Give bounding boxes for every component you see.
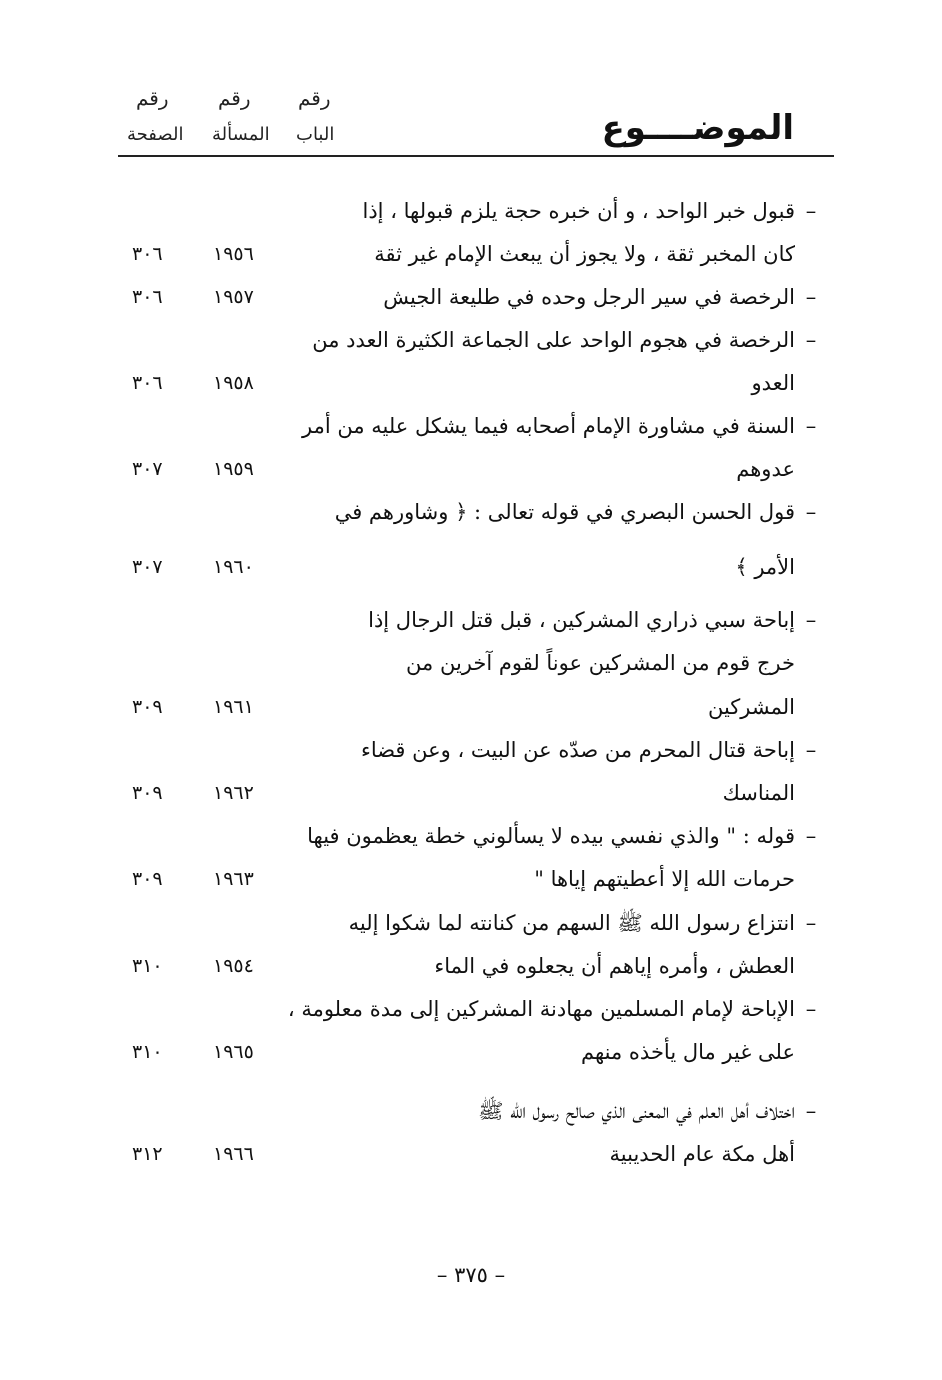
entry-dash: – xyxy=(805,199,817,223)
entry-page-number: ٣١٢ xyxy=(132,1143,163,1165)
entry-text-line: اختلاف أهل العلم في المعنى الذي صالح رسول الله ﷺ xyxy=(478,1099,795,1123)
entry-page-number: ٣٠٦ xyxy=(132,286,163,308)
entry-text-line: قوله : " والذي نفسي بيده لا يسألوني خطة يعظمون فيها xyxy=(307,824,795,848)
entry-page-number: ٣٠٧ xyxy=(132,458,163,480)
column-header-safha-label: رقم xyxy=(136,86,169,110)
entry-dash: – xyxy=(805,500,817,524)
entry-page-number: ٣٠٩ xyxy=(132,782,163,804)
entry-dash: – xyxy=(805,414,817,438)
entry-page-number: ٣٠٦ xyxy=(132,243,163,265)
entry-dash: – xyxy=(805,738,817,762)
entry-dash: – xyxy=(805,608,817,632)
entry-masala-number: ١٩٦٥ xyxy=(213,1041,254,1063)
column-header-safha-sub: الصفحة xyxy=(127,124,184,145)
entry-page-number: ٣٠٦ xyxy=(132,372,163,394)
entry-masala-number: ١٩٥٤ xyxy=(213,955,254,977)
entry-masala-number: ١٩٥٨ xyxy=(213,372,254,394)
page-title: الموضــــوع xyxy=(601,108,794,148)
entry-masala-number: ١٩٦٠ xyxy=(213,556,254,578)
entry-text-line: إباحة قتال المحرم من صدّه عن البيت ، وعن قضاء xyxy=(360,738,795,762)
entry-text-line: كان المخبر ثقة ، ولا يجوز أن يبعث الإمام غير ثقة xyxy=(374,242,795,266)
entry-dash: – xyxy=(805,824,817,848)
entry-text-line: السنة في مشاورة الإمام أصحابه فيما يشكل عليه من أمر xyxy=(301,414,795,438)
header-divider xyxy=(118,155,834,157)
entry-text-line: أهل مكة عام الحديبية xyxy=(609,1142,795,1166)
entry-page-number: ٣٠٩ xyxy=(132,696,163,718)
column-header-masala-sub: المسألة xyxy=(212,124,270,145)
entry-text-line: قبول خبر الواحد ، و أن خبره حجة يلزم قبولها ، إذا xyxy=(362,199,795,223)
entry-text-line: عدوهم xyxy=(736,457,795,481)
page-number: – ٣٧٥ – xyxy=(436,1263,506,1287)
column-header-bab-label: رقم xyxy=(298,86,331,110)
entry-text-line: قول الحسن البصري في قوله تعالى : ﴿ وشاورهم في xyxy=(334,500,795,524)
entry-text-line: العدو xyxy=(751,371,795,395)
entry-text-line: المشركين xyxy=(707,695,795,719)
entry-text-line: خرج قوم من المشركين عوناً لقوم آخرين من xyxy=(406,651,795,675)
entry-text-line: الرخصة في هجوم الواحد على الجماعة الكثيرة العدد من xyxy=(312,328,795,352)
entry-page-number: ٣٠٩ xyxy=(132,868,163,890)
entry-text-line: على غير مال يأخذه منهم xyxy=(581,1040,795,1064)
entry-dash: – xyxy=(805,911,817,935)
entry-text-line: حرمات الله إلا أعطيتهم إياها " xyxy=(534,867,795,891)
entry-dash: – xyxy=(805,328,817,352)
entry-text-line: الإباحة لإمام المسلمين مهادنة المشركين إلى مدة معلومة ، xyxy=(287,997,795,1021)
entry-page-number: ٣١٠ xyxy=(132,1041,163,1063)
entry-text-line: الرخصة في سير الرجل وحده في طليعة الجيش xyxy=(383,285,795,309)
entry-masala-number: ١٩٥٦ xyxy=(213,243,254,265)
entry-masala-number: ١٩٥٧ xyxy=(213,286,254,308)
entry-text-line: الأمر ﴾ xyxy=(735,555,795,579)
entry-masala-number: ١٩٦١ xyxy=(213,696,254,718)
entry-text-line: انتزاع رسول الله ﷺ السهم من كنانته لما شكوا إليه xyxy=(348,911,795,935)
entry-text-line: العطش ، وأمره إياهم أن يجعلوه في الماء xyxy=(434,954,795,978)
column-header-bab-sub: الباب xyxy=(296,124,335,145)
entry-dash: – xyxy=(805,1099,817,1123)
entry-masala-number: ١٩٦٦ xyxy=(213,1143,254,1165)
entry-text-line: إباحة سبي ذراري المشركين ، قبل قتل الرجال إذا xyxy=(368,608,795,632)
entry-masala-number: ١٩٥٩ xyxy=(213,458,254,480)
column-header-masala-label: رقم xyxy=(218,86,251,110)
entry-masala-number: ١٩٦٣ xyxy=(213,868,254,890)
entry-masala-number: ١٩٦٢ xyxy=(213,782,254,804)
entry-page-number: ٣٠٧ xyxy=(132,556,163,578)
entry-text-line: المناسك xyxy=(722,781,795,805)
entry-page-number: ٣١٠ xyxy=(132,955,163,977)
entry-dash: – xyxy=(805,997,817,1021)
entry-dash: – xyxy=(805,285,817,309)
